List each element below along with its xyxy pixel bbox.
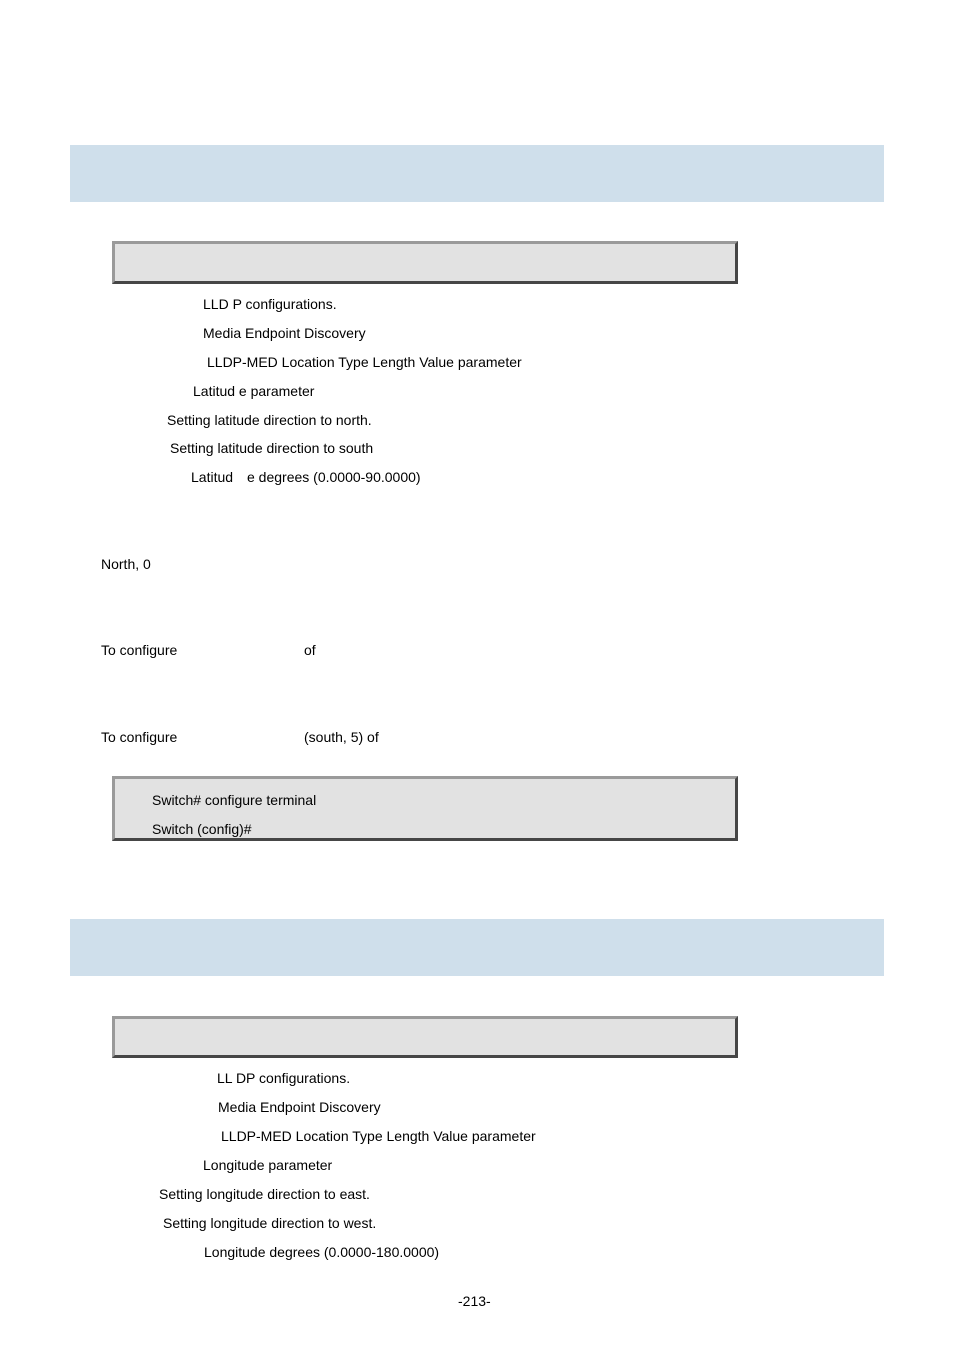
section-header-band-latitude: [70, 145, 884, 202]
usage-of: of: [304, 642, 316, 658]
section-header-band-longitude: [70, 919, 884, 976]
example-line-2: Switch (config)#: [152, 821, 252, 837]
param-med: Media Endpoint Discovery: [203, 325, 366, 341]
param-lldp: LLD P configurations.: [203, 296, 337, 312]
param-longitude-degrees: Longitude degrees (0.0000-180.0000): [204, 1244, 440, 1260]
example-value: (south, 5) of: [304, 729, 379, 745]
param-west: Setting longitude direction to west.: [163, 1215, 377, 1231]
param-east: Setting longitude direction to east.: [159, 1186, 370, 1202]
param-location-2: LLDP-MED Location Type Length Value parameter: [221, 1128, 536, 1144]
page-number: -213-: [458, 1293, 491, 1309]
default-value: North, 0: [101, 556, 151, 572]
example-line-1: Switch# configure terminal: [152, 792, 317, 808]
example-box-latitude: [112, 776, 738, 841]
example-text: To configure: [101, 729, 178, 745]
param-degrees-a: Latitud: [191, 469, 234, 485]
param-degrees-b: e degrees (0.0000-90.0000): [247, 469, 421, 485]
usage-text: To configure: [101, 642, 178, 658]
param-longitude: Longitude parameter: [203, 1157, 333, 1173]
param-lldp-2: LL DP configurations.: [217, 1070, 351, 1086]
param-latitude: Latitud e parameter: [193, 383, 315, 399]
syntax-box-longitude: [112, 1016, 738, 1058]
syntax-box-latitude: [112, 241, 738, 284]
param-location: LLDP-MED Location Type Length Value parameter: [207, 354, 522, 370]
param-south: Setting latitude direction to south: [170, 440, 374, 456]
param-north: Setting latitude direction to north.: [167, 412, 372, 428]
param-med-2: Media Endpoint Discovery: [218, 1099, 381, 1115]
